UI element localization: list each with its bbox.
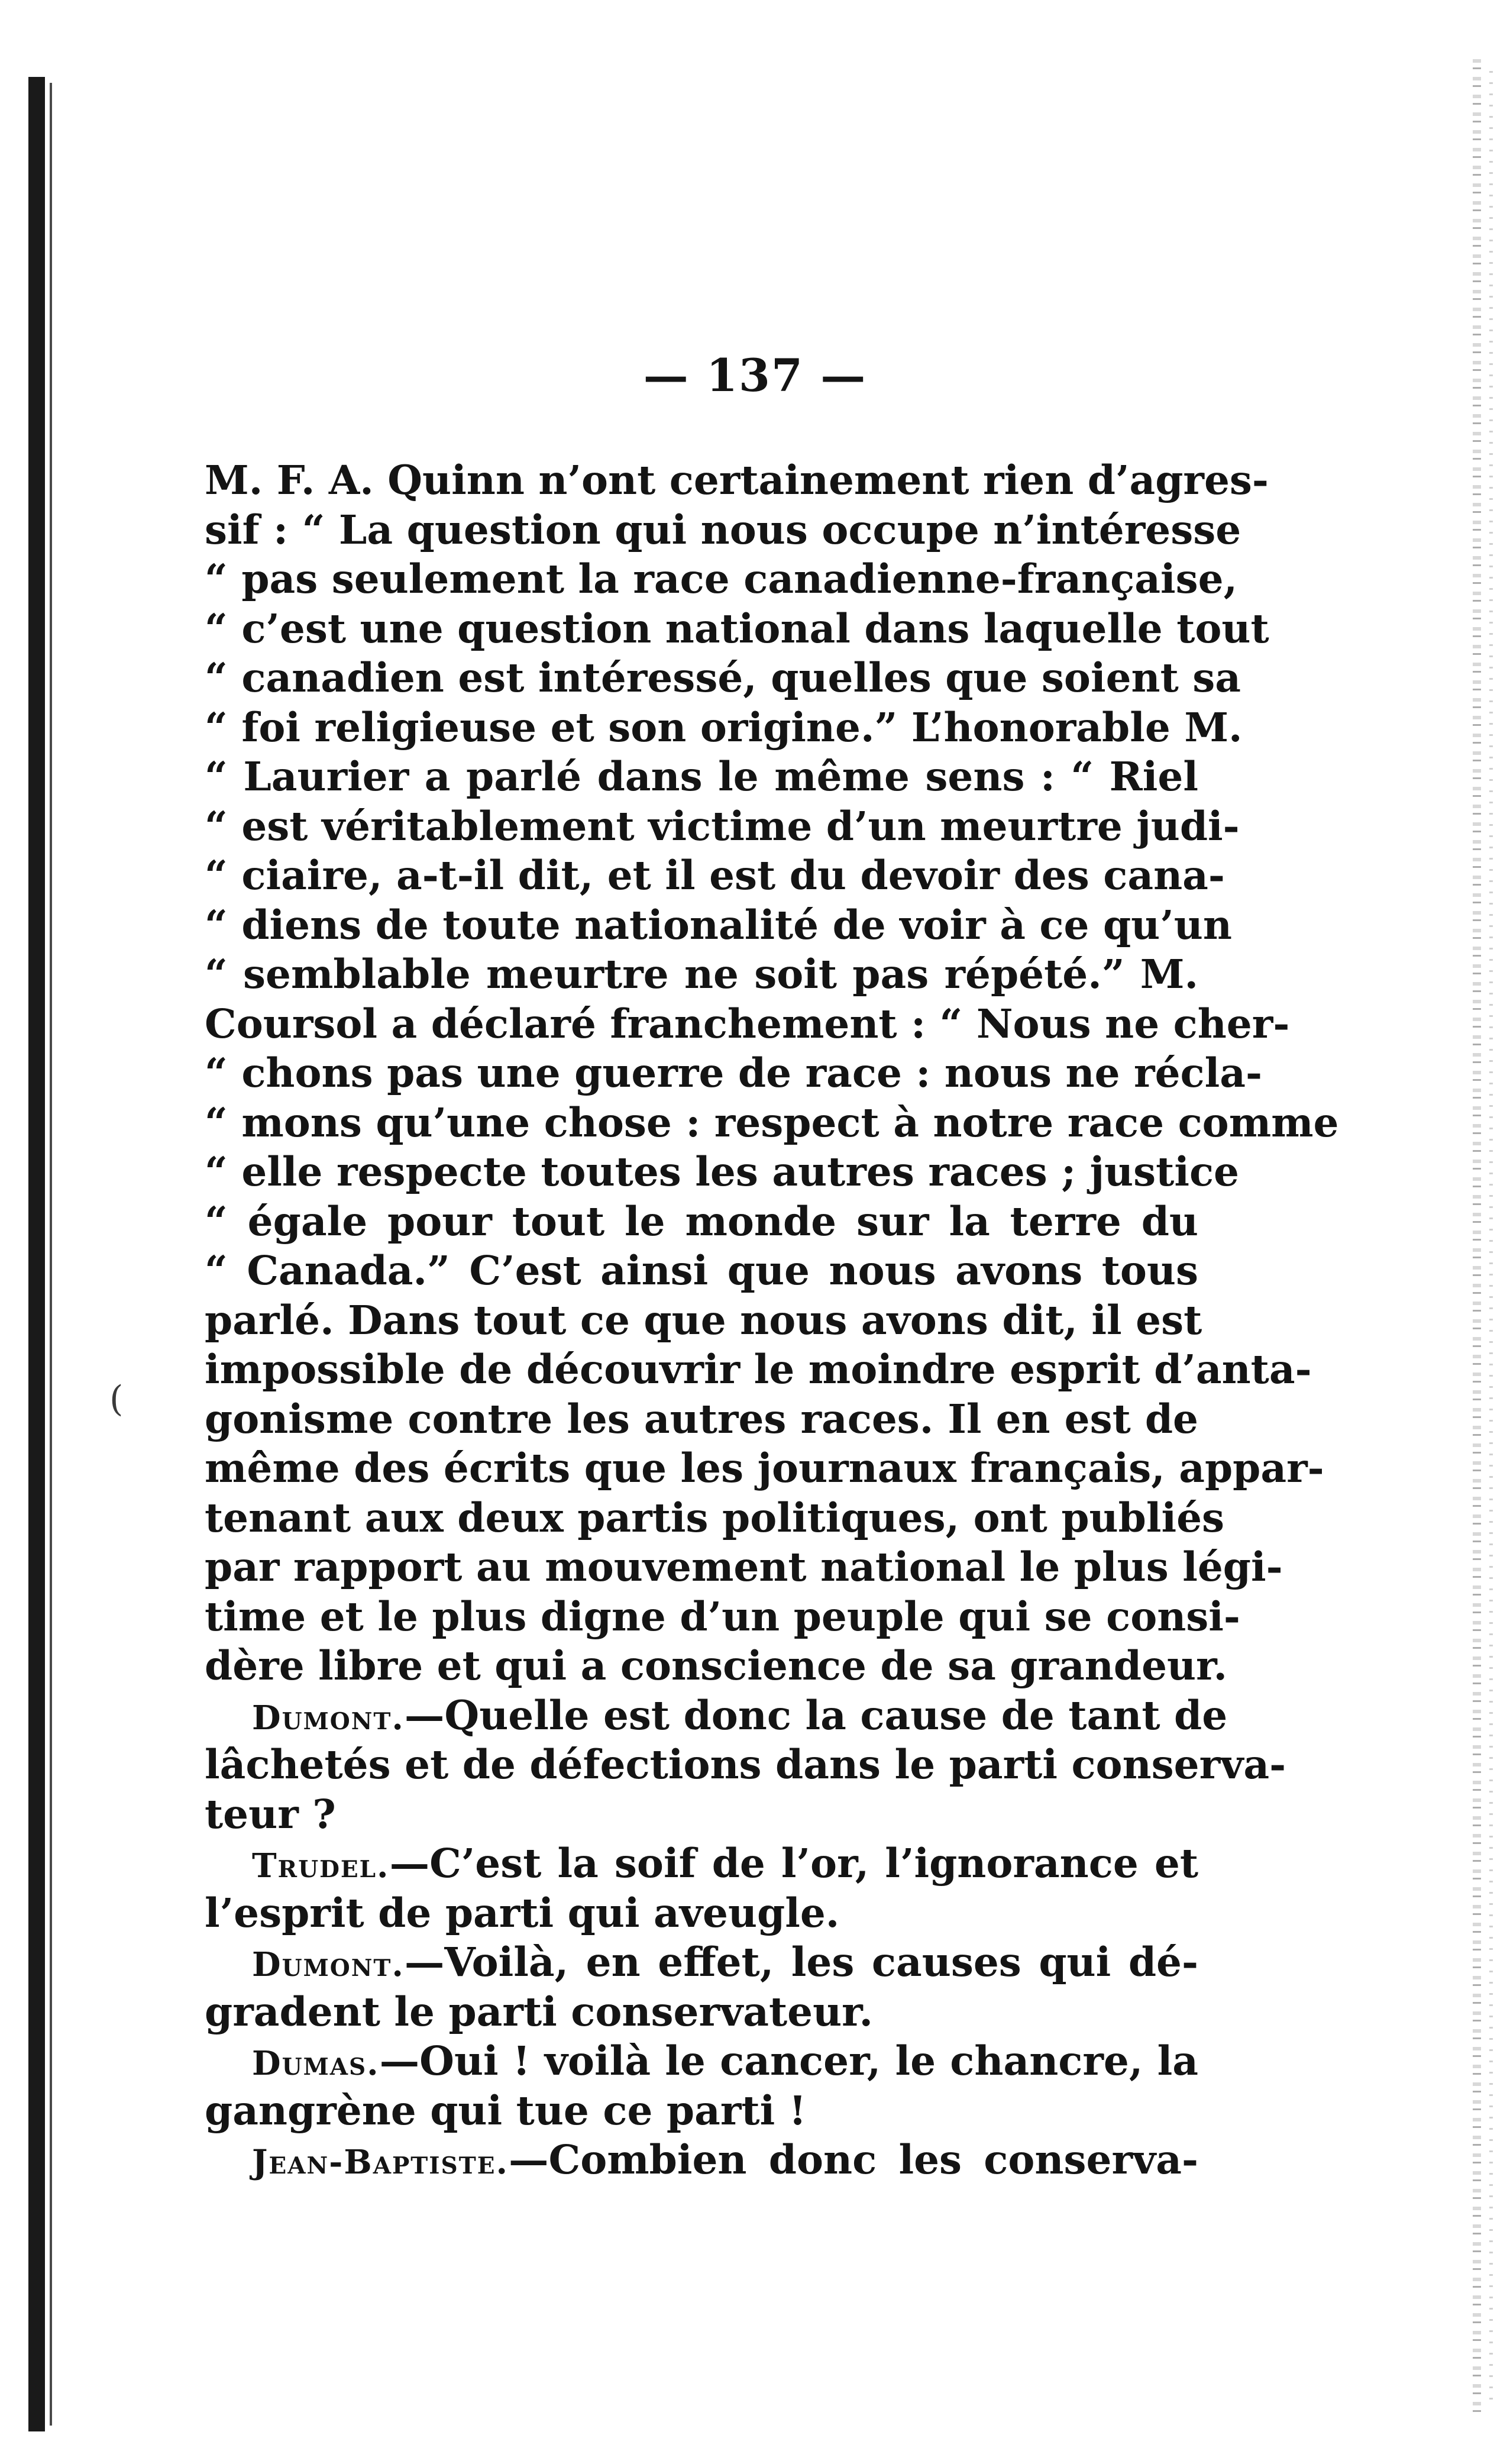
text-line: parlé. Dans tout ce que nous avons dit, il est <box>205 1296 1202 1344</box>
text-line: “ diens de toute nationalité de voir à ce qu’un <box>205 901 1232 948</box>
text-line: sif : “ La question qui nous occupe n’intéresse <box>205 506 1241 553</box>
text-line: “ égale pour tout le monde sur la terre du <box>205 1197 1198 1245</box>
dialogue-line: l’esprit de parti qui aveugle. <box>205 1889 840 1936</box>
text-line: dère libre et qui a conscience de sa grandeur. <box>205 1642 1227 1689</box>
dialogue-text: —C’est la soif de l’or, l’ignorance et <box>389 1840 1198 1887</box>
text-line: impossible de découvrir le moindre esprit d’anta- <box>205 1346 1312 1393</box>
speaker-name: Dumont. <box>252 1698 405 1738</box>
page-edge-texture-2 <box>1489 71 1493 2408</box>
text-line: time et le plus digne d’un peuple qui se consi- <box>205 1593 1240 1640</box>
body-text <box>205 456 1339 2289</box>
binding-edge-line <box>50 83 52 2426</box>
text-line: tenant aux deux partis politiques, ont publiés <box>205 1494 1225 1541</box>
text-line: “ Canada.” C’est ainsi que nous avons tous <box>205 1247 1198 1294</box>
dialogue-line <box>205 1839 1198 1888</box>
text-line: “ mons qu’une chose : respect à notre race comme <box>205 1099 1339 1146</box>
text-line: “ ciaire, a-t-il dit, et il est du devoir des cana- <box>205 852 1225 899</box>
dialogue-text: —Combien donc les conserva- <box>508 2136 1198 2183</box>
page-number: — 137 — <box>643 349 867 402</box>
text-line: “ pas seulement la race canadienne-française, <box>205 556 1238 602</box>
text-line: “ c’est une question national dans laquelle tout <box>205 605 1269 652</box>
speaker-name: Dumas. <box>252 2044 380 2083</box>
binding-edge <box>28 77 45 2431</box>
text-line: Coursol a déclaré franchement : “ Nous ne cher- <box>205 1000 1290 1047</box>
dialogue-line <box>205 1937 1198 1987</box>
speaker-name: Dumont. <box>252 1945 405 1984</box>
text-line: “ foi religieuse et son origine.” L’honorable M. <box>205 703 1243 751</box>
dialogue-text: —Quelle est donc la cause de tant de <box>404 1691 1228 1739</box>
text-line: par rapport au mouvement national le plus légi- <box>205 1543 1283 1590</box>
text-line: “ canadien est intéressé, quelles que soient sa <box>205 654 1241 701</box>
dialogue-line: teur ? <box>205 1790 336 1837</box>
dialogue-line: gradent le parti conservateur. <box>205 1988 874 2035</box>
dialogue-line <box>205 2036 1198 2086</box>
dialogue-line: gangrène qui tue ce parti ! <box>205 2087 807 2134</box>
text-line: “ est véritablement victime d’un meurtre judi- <box>205 802 1240 850</box>
dialogue-text: —Oui ! voilà le cancer, le chancre, la <box>379 2037 1198 2084</box>
text-line: “ elle respecte toutes les autres races ; justice <box>205 1148 1240 1195</box>
dialogue-line <box>205 2135 1198 2185</box>
text-line: M. F. A. Quinn n’ont certainement rien d’agres- <box>205 457 1269 503</box>
margin-bracket-mark: ( <box>109 1378 124 1420</box>
dialogue-line <box>205 1691 1228 1740</box>
dialogue-text: —Voilà, en effet, les causes qui dé- <box>404 1939 1198 1985</box>
text-line: “ semblable meurtre ne soit pas répété.” M. <box>205 951 1198 997</box>
dialogue-line: lâchetés et de défections dans le parti conserva- <box>205 1741 1286 1788</box>
speaker-name: Trudel. <box>252 1846 390 1885</box>
page-edge-texture <box>1473 59 1481 2414</box>
text-line: gonisme contre les autres races. Il en est de <box>205 1395 1198 1442</box>
text-line: même des écrits que les journaux français, appar- <box>205 1445 1324 1491</box>
speaker-name: Jean-Baptiste. <box>252 2143 509 2182</box>
text-line: “ chons pas une guerre de race : nous ne récla- <box>205 1049 1263 1096</box>
text-line: “ Laurier a parlé dans le même sens : “ Riel <box>205 753 1198 800</box>
